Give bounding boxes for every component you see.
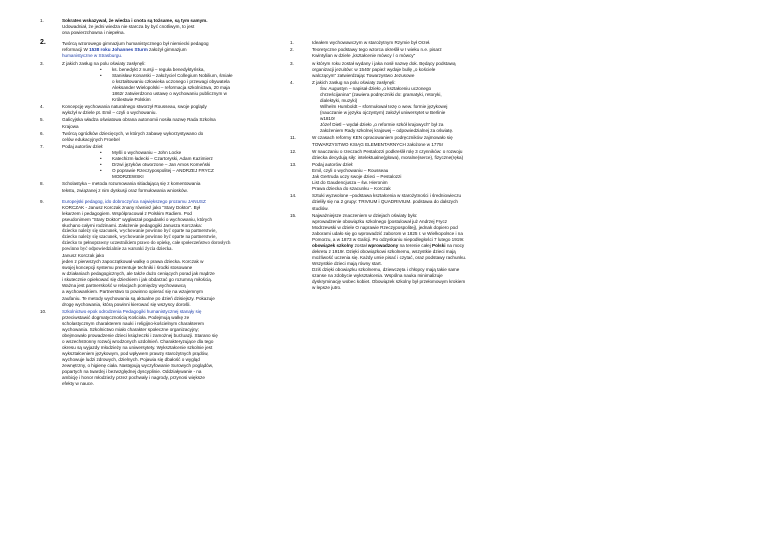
text-line: Janusz Korczak jako xyxy=(62,253,105,259)
left-column xyxy=(40,18,270,389)
text-line: Sokrates wskazywał, że wiedza i cnota są tożsame, są tym samym. xyxy=(62,18,208,23)
text-line: Jak Gertruda uczy swoje dzieci – Pestalozzi xyxy=(312,174,402,180)
text-line: dziecka decydują siły: intelektualne(głowa), moralne(serce), fizyczne(ręka) xyxy=(312,154,464,160)
text-line: celów edukacyjnych Froebel xyxy=(62,136,120,142)
item-number: 5. xyxy=(40,117,44,123)
text-line: Najważniejsze znaczeniem w dziejach oświaty było: xyxy=(312,212,418,218)
text-line: dzieliły się na 2 grupy: TRIVIUM i QUADRIVIUM. podstawa do dalszych xyxy=(312,199,458,205)
item-number: 2. xyxy=(290,47,294,53)
text-line: Św. Augustyn – napisał dzieło „o kształceniu uczonego xyxy=(320,85,432,91)
text-line: Kwintylian w dziele „kształcenie mówcy / o mówcy" xyxy=(312,53,416,59)
text-line: słuchano całymi rodzinami. Założenie pedagogiki Janusza Korczaka: xyxy=(62,222,202,228)
text-line: tekstu, związanej z nim dyskusji oraz formułowania wniosków. xyxy=(62,187,188,193)
text-line: lekarzem i pedagogiem. Współpracował z Polskim Radiem. Pod xyxy=(62,210,192,216)
list-item xyxy=(40,181,270,193)
bullet-item: • O poprawie Rzeczypospolitej – ANDRZEJ FRYCZ xyxy=(62,168,270,174)
text-line: dyskryminację wobec kobiet. Obowiązek szkolny był przełomowym krokiem xyxy=(312,279,466,285)
text-line: organizacji jezuitów: w 1540r papież wydaje bullę „o kościele xyxy=(312,66,436,72)
text-line: Galicyjska władza oświatowa obrana autonomii nosiła nazwę Rada Szkolna xyxy=(62,117,216,123)
text-line: dziecko należy się szacunek, wychowanie powinno być oparte na partnerstwie, xyxy=(62,229,217,234)
text-line: popartych na twardej i bezwzględnej dyscyplinie. Oddziaływanie - na xyxy=(62,369,202,375)
item-number: 14. xyxy=(290,193,297,199)
text-line: Udowadniał, że jedni wiedza nie starcza by być cnotliwym, to jest xyxy=(62,24,195,30)
list-item xyxy=(40,18,270,36)
text-line: TOWARZYSTWO KSIĄG ELEMENTARNYCH założone w 1775r xyxy=(312,141,444,147)
text-line: zewnętrzny, o higienę ciała. Następują wyczyfowanie Surowych poglądów, xyxy=(62,363,214,369)
list-item xyxy=(40,199,270,308)
text-line: Krajowa xyxy=(62,123,79,129)
text-line: Scholastyka – metoda rozumowania sitiadającą się z komentowania xyxy=(62,181,201,187)
text-line: powinno być odpowiedzialnie za warunki życia dziecka. xyxy=(62,247,173,253)
text-line: o kształtowaniu człowieka uczonego i przewagi obywatela xyxy=(112,78,230,84)
text-line: studiów. xyxy=(312,205,329,211)
text-line: Podaj autorów dzieł: xyxy=(312,162,354,168)
text-line: Ważna jest partnerskość w relacjach pomiędzy wychowawcą xyxy=(62,283,186,289)
text-line: wychowuje ludzi zdrowych, dzielnych. Pojawia się dbałość o wygląd xyxy=(62,357,200,363)
bullet-item: • Stanisław Konarski – założyciel Collegium Nobilium, śmiałe xyxy=(62,73,270,79)
item-number: 3. xyxy=(40,60,44,66)
text-line: w którym roku został wydany i jaka nosił nazwę dok. Będący podstawą xyxy=(312,60,456,66)
item-number: 1. xyxy=(40,18,44,23)
item-number: 4. xyxy=(40,104,44,110)
text-line: Dziś dzięki obowiązku szkolnemu, dziewczęta i chłopcy mają takie same xyxy=(312,267,460,273)
item-number: 9. xyxy=(40,198,44,204)
text-line: humanistyczne w Strasburgu. xyxy=(62,53,123,59)
text-line: i skutecznie opiekować się dzieckiem i jak obdarzać go rozumną miłością. xyxy=(62,277,213,283)
text-line: jeden z pierwszych zapoczątkował walkę o prawa dziecka. Korczak w xyxy=(62,259,204,265)
text-line: obejmowało prowadzenie dzieci książeczki i zamożnej burżuazji. Starano się xyxy=(62,332,218,338)
text-line: w1810r xyxy=(320,116,336,122)
text-line: szanse na zdobycie wykształcenia. Wspólna nauka minimalizuje xyxy=(312,273,443,279)
bullet-item: • Katechizm ładecki – Czartoryski, Adam Kazimierz xyxy=(62,156,270,162)
text-line: 1862r zatwierdzono ustawę o wychowaniu publicznym w xyxy=(112,90,227,96)
text-line: walczącym" zatwierdzając Towarzystwo Jezusowe xyxy=(312,72,415,78)
text-line: dziecko należy się szacunek, wychowanie powinno być oparte na partnerstwie, xyxy=(62,235,217,241)
text-line: Emil, czyli o wychowaniu – Rousseau xyxy=(312,168,389,174)
text-line: scholastycznym charakterem nauki i religijno-kościelnym charakterem xyxy=(62,320,204,326)
item-number: 15. xyxy=(290,212,297,218)
text-line: wychowania. Szkolnictwo miało charakter społeczne organizacyjny; xyxy=(62,326,200,332)
text-line: Wilhelm Humboldt – sformułował tezę o wew. formie językowej xyxy=(320,104,448,110)
list-item xyxy=(290,149,530,161)
text-line: Teoretyczne podstawy tego wzorca określił w I wieku n.e. pisarz xyxy=(312,47,442,53)
list-item xyxy=(40,309,270,388)
list-item xyxy=(290,213,530,292)
text-line: chrześcijanina" (zawiera podręczniki do: gramatyki, retoryki, xyxy=(320,91,442,97)
text-line: MODRZEWSKI xyxy=(112,174,144,180)
text-line: swojej koncepcji systemu prezentuje techniki i środki stosowane xyxy=(62,265,193,271)
list-item xyxy=(290,61,530,79)
text-line: możliwość uczenia się. Każdy umie pisać i czytać, oraz podstawy rachunku. xyxy=(312,255,467,261)
text-line: W nauczaniu o rzeczach Pestalozzi podkreślił rolę 3 czynników: o rozwoju xyxy=(312,148,463,154)
item-number: 11. xyxy=(290,135,297,141)
item-number: 4. xyxy=(290,79,294,85)
text-line: Podaj autorów dzieł: xyxy=(62,144,104,150)
list-item xyxy=(40,117,270,129)
text-line: drogę wychowania, którą powinni kierować się wszyscy dorośli. xyxy=(62,301,191,307)
text-line: Ideałem wychowawczym w starożytnym Rzymie był Orzeł. xyxy=(312,40,431,45)
item-number: 3. xyxy=(290,60,294,66)
text-line: Józef Dietl – wydał dzieło „o reformie szkół krajowych" był za xyxy=(320,122,444,128)
text-line: zaborami udało się go wprowadzić zaborom w 1825 r. w Wielkopolsce i na xyxy=(312,230,463,236)
bullet-item: • ks. benedykt z nursji – reguła benedyktyńska, xyxy=(62,67,270,73)
text-line: a wychowankiem. Partnerstwo to powinno opierać się na wzajemnym xyxy=(62,289,203,295)
list-item xyxy=(290,193,530,211)
bullet-item: • Drzwi języków otworzone – Jan Amos Komeński xyxy=(62,162,270,168)
text-line: reformacji W 1538 roku Johannes Sturm założył gimnazjum xyxy=(62,47,187,53)
text-line: okresu są wyjazdy młodzieży na uniwersytety. Wykształcenie szkolnie jest xyxy=(62,345,213,351)
list-item xyxy=(290,135,530,147)
text-line: Koncepcję wychowania naturalnego stworzył Rousseau, swoje poglądy xyxy=(62,104,207,110)
text-line: pseudonimem "Stary Doktor" wygłaszał pogadanki o wychowaniu, których xyxy=(62,216,213,222)
list-item xyxy=(40,61,270,103)
text-line: wprowadzenie obowiązku szkolnego (postulował już Andrzej Frycz xyxy=(312,218,448,224)
item-number: 12. xyxy=(290,148,297,154)
item-number: 2. xyxy=(40,39,46,47)
item-number: 1. xyxy=(290,40,294,45)
list-item xyxy=(40,131,270,143)
text-line: Z jakich zasług na polu oświaty zasłynęli: xyxy=(312,79,396,85)
item-number: 13. xyxy=(290,162,297,168)
text-line: w działaniach pedagogicznych, ale także dużo ceniących porad jak mądrze xyxy=(62,271,215,277)
right-column xyxy=(290,40,530,293)
text-line: dziecko to pełnoprawny uczestnikiem prawo do opiekę, całe społeczeństwo dorosłych xyxy=(62,241,231,247)
text-line: dekretu z 1919r. Dzięki obowiązkowi szkolnemu, wszystkie dzieci mają xyxy=(312,249,456,255)
text-line: Szkolnictwo epok odrodzenia Pedagogiki humanistycznej stanąły się xyxy=(62,308,202,314)
list-item xyxy=(40,144,270,180)
text-line: Pomorzu, a w 1873 w Galicji. Po odzyskaniu niepodległości 7 lutego 1919r. xyxy=(312,236,465,242)
text-line: (nauczanie w języku ojczystym) założył uniwersytet w Berlinie xyxy=(320,110,446,116)
item-number: 6. xyxy=(40,130,44,136)
text-line: Prawa dziecka do szacunku – Korczak xyxy=(312,186,391,192)
text-line: Królestwie Polskim xyxy=(112,96,151,102)
text-line: Europejski pedagog, ido dobroczyńca największego prozamu JANUSZ xyxy=(62,198,206,204)
text-line: założeniem Rady szkolnej krajowej – odpowiedzialnej za oświatę. xyxy=(320,128,454,134)
text-line: ambicję i honor młodzieży przez pochwały i nagrody, przynosi większe xyxy=(62,375,205,381)
list-item xyxy=(290,80,530,134)
text-line: Twórcą ogródków dziecięcych, w których zabawę wykorzystywano do xyxy=(62,130,204,136)
text-line: obowiązek szkolny został wprowadzony na terenie całej Polski na mocy xyxy=(312,243,465,248)
text-line: Aleksander Wielopolski – reformacja szkolnictwa, 20 maja xyxy=(112,84,230,90)
item-number: 10. xyxy=(40,308,47,314)
text-line: w lepsze jutro. xyxy=(312,285,342,291)
text-line: Sztuki wyzwolone –podstawa kształcenia w starożytności i średniowieczu xyxy=(312,193,462,199)
item-number: 7. xyxy=(40,144,44,150)
list-item xyxy=(40,41,270,59)
text-line: wykształceniem językowym, pod wpływem prawzy starożytnych prądów, xyxy=(62,351,209,357)
text-line: Modrzewski w dziele O naprawie Rzeczypospolitej), jednak dopiero pod xyxy=(312,224,458,230)
text-line: wyłożył w dziele pt. Emil – czyli o wychowaniu. xyxy=(62,110,157,116)
item-number: 8. xyxy=(40,181,44,187)
list-item xyxy=(290,40,530,46)
text-line: o wszechstronny rozwój wrodzonych uzdolnień. Charakteryzujące dla tego xyxy=(62,339,214,345)
list-item xyxy=(40,104,270,116)
text-line: Z jakich zasług na polu oświaty zasłynęli: xyxy=(62,60,146,66)
text-line: zaufaniu. Te metody wychowania są aktualne po dzień dzisiejszy. Pokazuje xyxy=(62,295,215,301)
text-line: List do Gaudencjusza – św. Hieronim xyxy=(312,180,388,186)
text-line: ona powierzchowna i niepełna. xyxy=(62,30,125,36)
list-item xyxy=(290,47,530,59)
list-item xyxy=(290,162,530,192)
text-line: KORCZAK - Janusz Korczak znany również jako "Stary Doktor". Był xyxy=(62,204,201,210)
text-line: dialektyki, muzyki) xyxy=(320,97,358,103)
text-line: Wszystkie dzieci mają równy start. xyxy=(312,261,382,267)
text-line: Twórcą wzorowego gimnazjum humanistycznego był niemiecki pedagog xyxy=(62,41,209,47)
text-line: W czasach reformy KEN opracowaniem podręczników zajmowało się xyxy=(312,135,453,141)
bullet-item: • Myśli o wychowaniu – John Locke xyxy=(62,150,270,156)
text-line: efekty w nauce. xyxy=(62,381,94,387)
text-line: przeciwstawić dogmatycznością Kościoła. Podejmują walkę ze xyxy=(62,314,190,320)
